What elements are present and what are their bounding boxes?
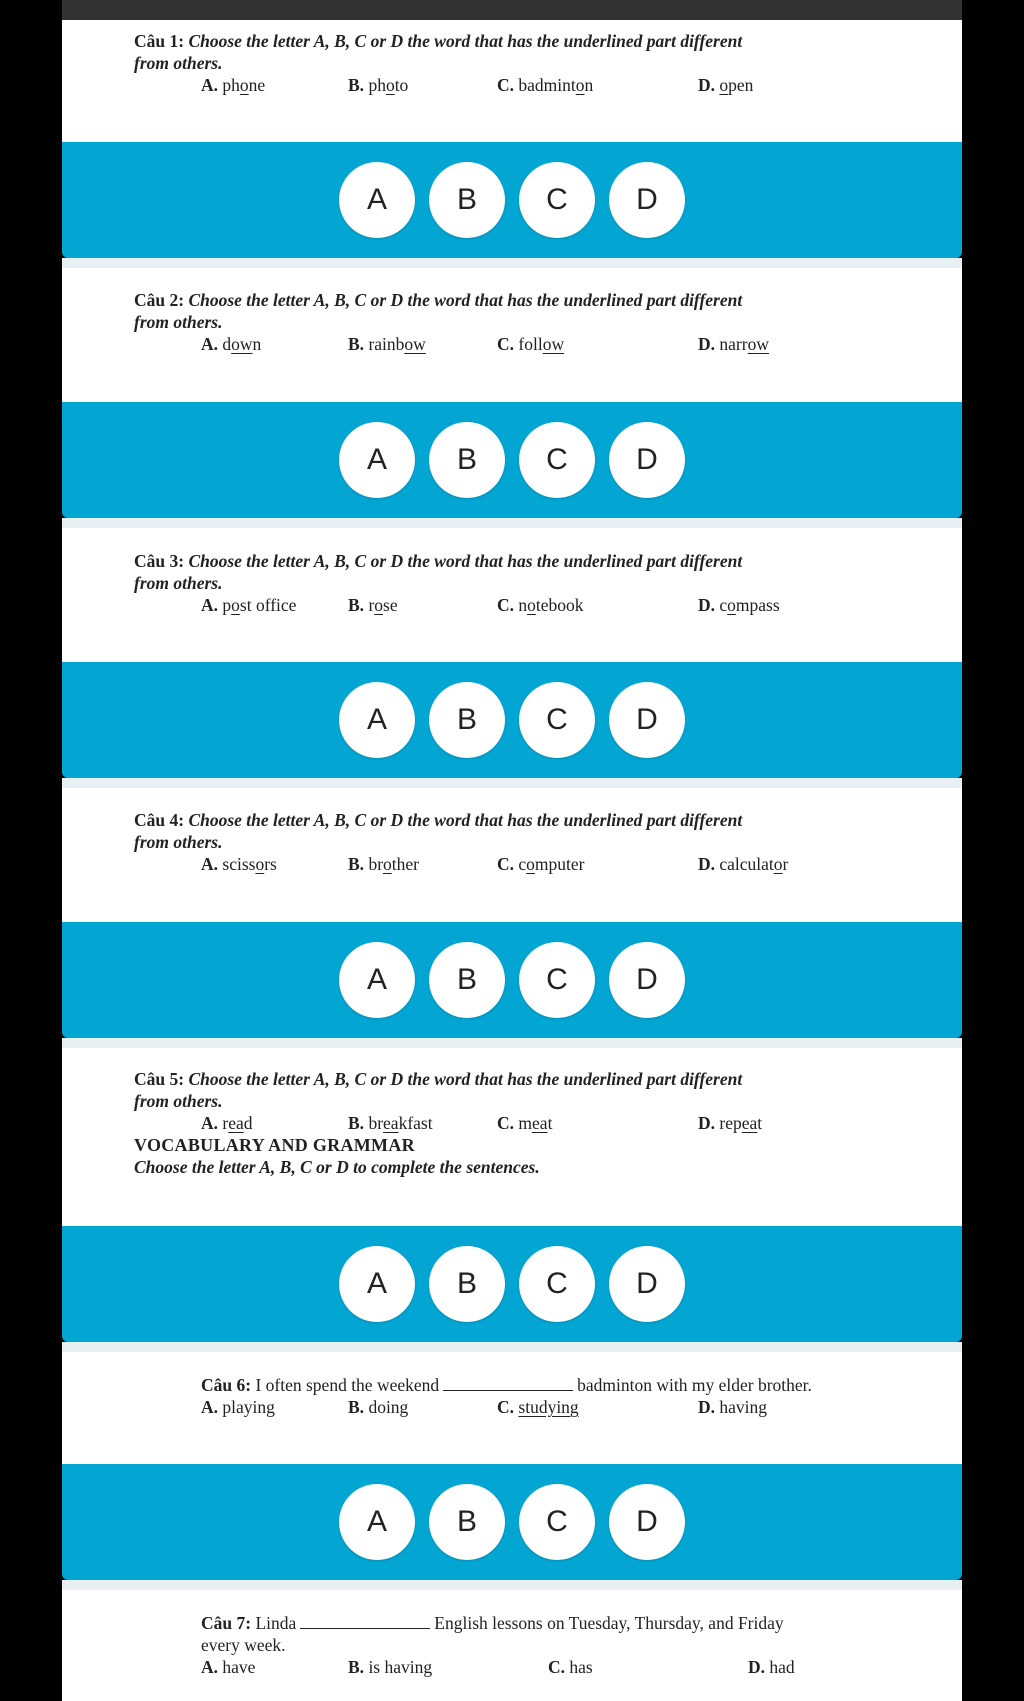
answer-d-button[interactable]: D (609, 682, 685, 758)
option-a: A. phone (201, 75, 266, 95)
question-instruction-cont: from others. (134, 832, 223, 852)
answer-b-button[interactable]: B (429, 1484, 505, 1560)
option-c: C. notebook (497, 595, 584, 615)
divider (62, 1038, 962, 1048)
question-instruction: Choose the letter A, B, C or D the word that has the underlined part different (188, 1069, 743, 1089)
question-instruction: Choose the letter A, B, C or D the word that has the underlined part different (188, 810, 743, 830)
option-c: C. computer (497, 854, 585, 874)
answer-c-button[interactable]: C (519, 1484, 595, 1560)
option-b: B. breakfast (348, 1113, 433, 1133)
question-2 (134, 289, 870, 355)
question-instruction-cont: from others. (134, 53, 223, 73)
answer-b-button[interactable]: B (429, 422, 505, 498)
divider (62, 1342, 962, 1352)
option-c: C. badminton (497, 75, 594, 95)
question-number: Câu 6: (201, 1375, 252, 1395)
answer-d-button[interactable]: D (609, 162, 685, 238)
question-number: Câu 5: (134, 1069, 185, 1089)
divider (62, 778, 962, 788)
answer-a-button[interactable]: A (339, 162, 415, 238)
answer-b-button[interactable]: B (429, 1246, 505, 1322)
option-a: A. have (201, 1657, 256, 1677)
question-instruction-cont: from others. (134, 573, 223, 593)
option-b: B. doing (348, 1397, 409, 1417)
answer-panel-4 (62, 922, 962, 1038)
sentence-cont: every week. (201, 1635, 286, 1655)
question-instruction-cont: from others. (134, 312, 223, 332)
question-5 (134, 1068, 870, 1178)
answer-a-button[interactable]: A (339, 682, 415, 758)
option-d: D. narrow (698, 334, 769, 354)
question-7 (134, 1612, 870, 1678)
option-c: C. studying (497, 1397, 579, 1417)
answer-b-button[interactable]: B (429, 682, 505, 758)
answer-c-button[interactable]: C (519, 1246, 595, 1322)
question-instruction: Choose the letter A, B, C or D the word that has the underlined part different (188, 551, 743, 571)
top-bar (62, 0, 962, 20)
option-d: D. compass (698, 595, 780, 615)
answer-b-button[interactable]: B (429, 162, 505, 238)
answer-a-button[interactable]: A (339, 422, 415, 498)
answer-a-button[interactable]: A (339, 1484, 415, 1560)
answer-panel-5 (62, 1226, 962, 1342)
answer-b-button[interactable]: B (429, 942, 505, 1018)
question-number: Câu 2: (134, 290, 185, 310)
option-a: A. read (201, 1113, 253, 1133)
option-b: B. rainbow (348, 334, 426, 354)
question-4 (134, 809, 870, 875)
answer-blank (300, 1612, 430, 1629)
answer-d-button[interactable]: D (609, 1484, 685, 1560)
question-6 (134, 1374, 870, 1418)
option-d: D. having (698, 1397, 768, 1417)
sentence-end: badminton with my elder brother. (577, 1375, 812, 1395)
question-instruction: Choose the letter A, B, C or D the word that has the underlined part different (188, 290, 743, 310)
sentence-start: I often spend the weekend (255, 1375, 440, 1395)
option-c: C. follow (497, 334, 565, 354)
question-1 (134, 30, 870, 96)
option-a: A. playing (201, 1397, 275, 1417)
section-instruction: Choose the letter A, B, C or D to complete the sentences. (134, 1157, 540, 1177)
option-c: C. meat (497, 1113, 553, 1133)
option-b: B. photo (348, 75, 409, 95)
question-instruction-cont: from others. (134, 1091, 223, 1111)
option-d: D. open (698, 75, 754, 95)
option-d: D. had (748, 1657, 795, 1677)
answer-d-button[interactable]: D (609, 1246, 685, 1322)
sentence-end: English lessons on Tuesday, Thursday, and Friday (434, 1613, 784, 1633)
divider (62, 258, 962, 268)
option-a: A. scissors (201, 854, 277, 874)
answer-c-button[interactable]: C (519, 682, 595, 758)
answer-c-button[interactable]: C (519, 162, 595, 238)
answer-panel-3 (62, 662, 962, 778)
question-3 (134, 550, 870, 616)
sentence-start: Linda (255, 1613, 297, 1633)
question-number: Câu 4: (134, 810, 185, 830)
answer-panel-2 (62, 402, 962, 518)
answer-c-button[interactable]: C (519, 422, 595, 498)
question-instruction: Choose the letter A, B, C or D the word that has the underlined part different (188, 31, 743, 51)
answer-c-button[interactable]: C (519, 942, 595, 1018)
option-b: B. brother (348, 854, 419, 874)
option-d: D. repeat (698, 1113, 763, 1133)
divider (62, 518, 962, 528)
answer-a-button[interactable]: A (339, 1246, 415, 1322)
answer-d-button[interactable]: D (609, 942, 685, 1018)
divider (62, 1580, 962, 1590)
answer-d-button[interactable]: D (609, 422, 685, 498)
option-b: B. rose (348, 595, 398, 615)
option-b: B. is having (348, 1657, 433, 1677)
option-c: C. has (548, 1657, 593, 1677)
answer-blank (443, 1374, 573, 1391)
answer-panel-6 (62, 1464, 962, 1580)
answer-a-button[interactable]: A (339, 942, 415, 1018)
option-d: D. calculator (698, 854, 789, 874)
question-number: Câu 7: (201, 1613, 252, 1633)
section-heading: VOCABULARY AND GRAMMAR (134, 1135, 415, 1155)
question-number: Câu 1: (134, 31, 185, 51)
option-a: A. post office (201, 595, 297, 615)
question-number: Câu 3: (134, 551, 185, 571)
answer-panel-1 (62, 142, 962, 258)
option-a: A. down (201, 334, 262, 354)
